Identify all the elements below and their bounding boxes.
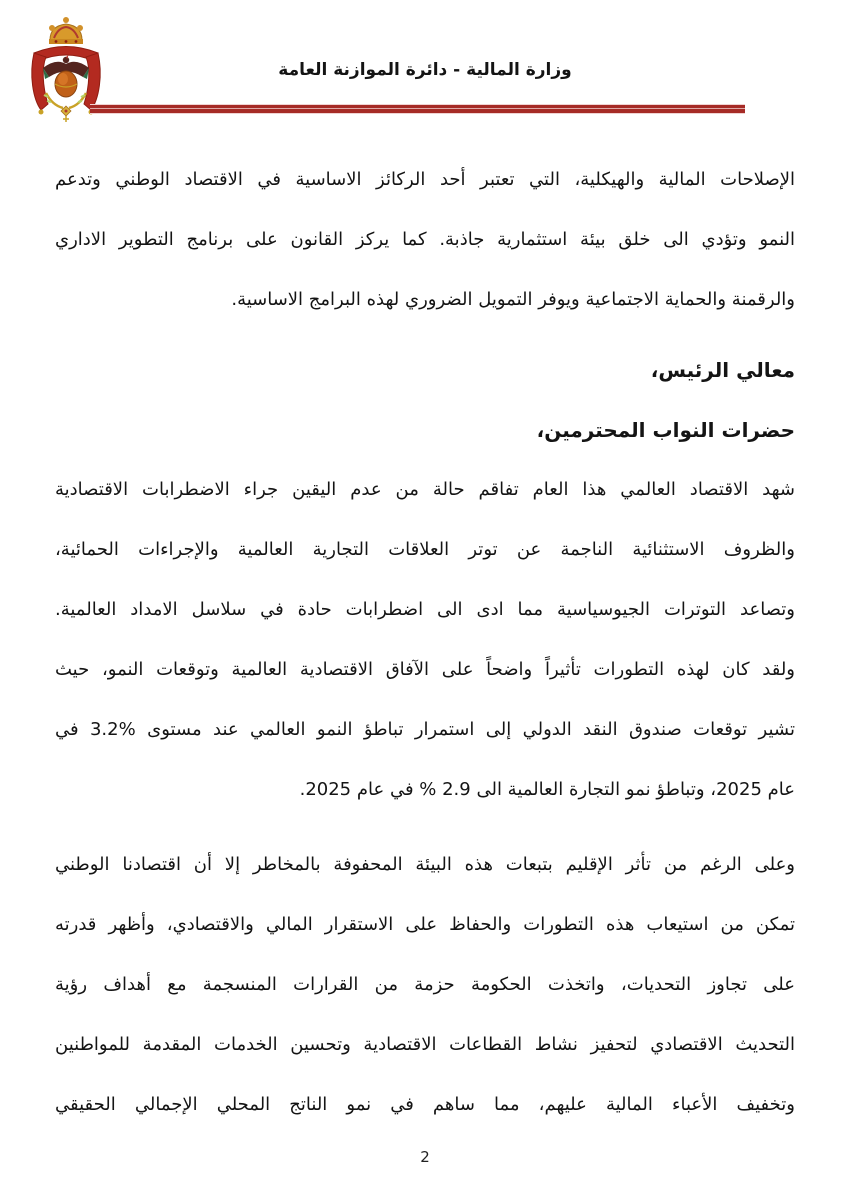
paragraph-line: النمو وتؤدي الى خلق بيئة استثمارية جاذبة. كما يركز القانون على برنامج التطوير الاداري (55, 229, 795, 250)
paragraph-line: وتخفيف الأعباء المالية عليهم، مما ساهم في نمو الناتج المحلي الإجمالي الحقيقي (55, 1094, 795, 1115)
paragraph-line: عام 2025، وتباطؤ نمو التجارة العالمية الى 2.9 % في عام 2025. (299, 779, 795, 800)
document-body (55, 150, 795, 1135)
salutation-president: معالي الرئيس، (650, 358, 795, 382)
paragraph-line: شهد الاقتصاد العالمي هذا العام تفاقم حالة من عدم اليقين جراء الاضطرابات الاقتصادية (55, 479, 795, 500)
paragraph-line: ولقد كان لهذه التطورات تأثيراً واضحاً على الآفاق الاقتصادية العالمية وتوقعات النمو، حيث (55, 659, 795, 680)
salutation-deputies: حضرات النواب المحترمين، (536, 418, 795, 442)
paragraph-line: على تجاوز التحديات، واتخذت الحكومة حزمة من القرارات المنسجمة مع أهداف رؤية (55, 974, 795, 995)
paragraph-line: وتصاعد التوترات الجيوسياسية مما ادى الى اضطرابات حادة في سلاسل الامداد العالمية. (55, 599, 795, 620)
page-number: 2 (420, 1148, 430, 1166)
paragraph-line: تشير توقعات صندوق النقد الدولي إلى استمرار تباطؤ النمو العالمي عند مستوى %3.2 في (55, 719, 795, 740)
paragraph-line: التحديث الاقتصادي لتحفيز نشاط القطاعات الاقتصادية وتحسين الخدمات المقدمة للمواطنين (55, 1034, 795, 1055)
header-rule (90, 104, 745, 114)
header-title: وزارة المالية - دائرة الموازنة العامة (278, 60, 572, 80)
paragraph-line: وعلى الرغم من تأثر الإقليم بتبعات هذه البيئة المحفوفة بالمخاطر إلا أن اقتصادنا الوطني (55, 854, 795, 875)
paragraph-line: والرقمنة والحماية الاجتماعية ويوفر التمويل الضروري لهذه البرامج الاساسية. (231, 289, 795, 310)
paragraph-line: والظروف الاستثنائية الناجمة عن توتر العلاقات التجارية العالمية والإجراءات الحمائية، (55, 539, 795, 560)
paragraph-line: تمكن من استيعاب هذه التطورات والحفاظ على الاستقرار المالي والاقتصادي، وأظهر قدرته (55, 914, 795, 935)
paragraph-line: الإصلاحات المالية والهيكلية، التي تعتبر أحد الركائز الاساسية في الاقتصاد الوطني وتدعم (55, 169, 795, 190)
